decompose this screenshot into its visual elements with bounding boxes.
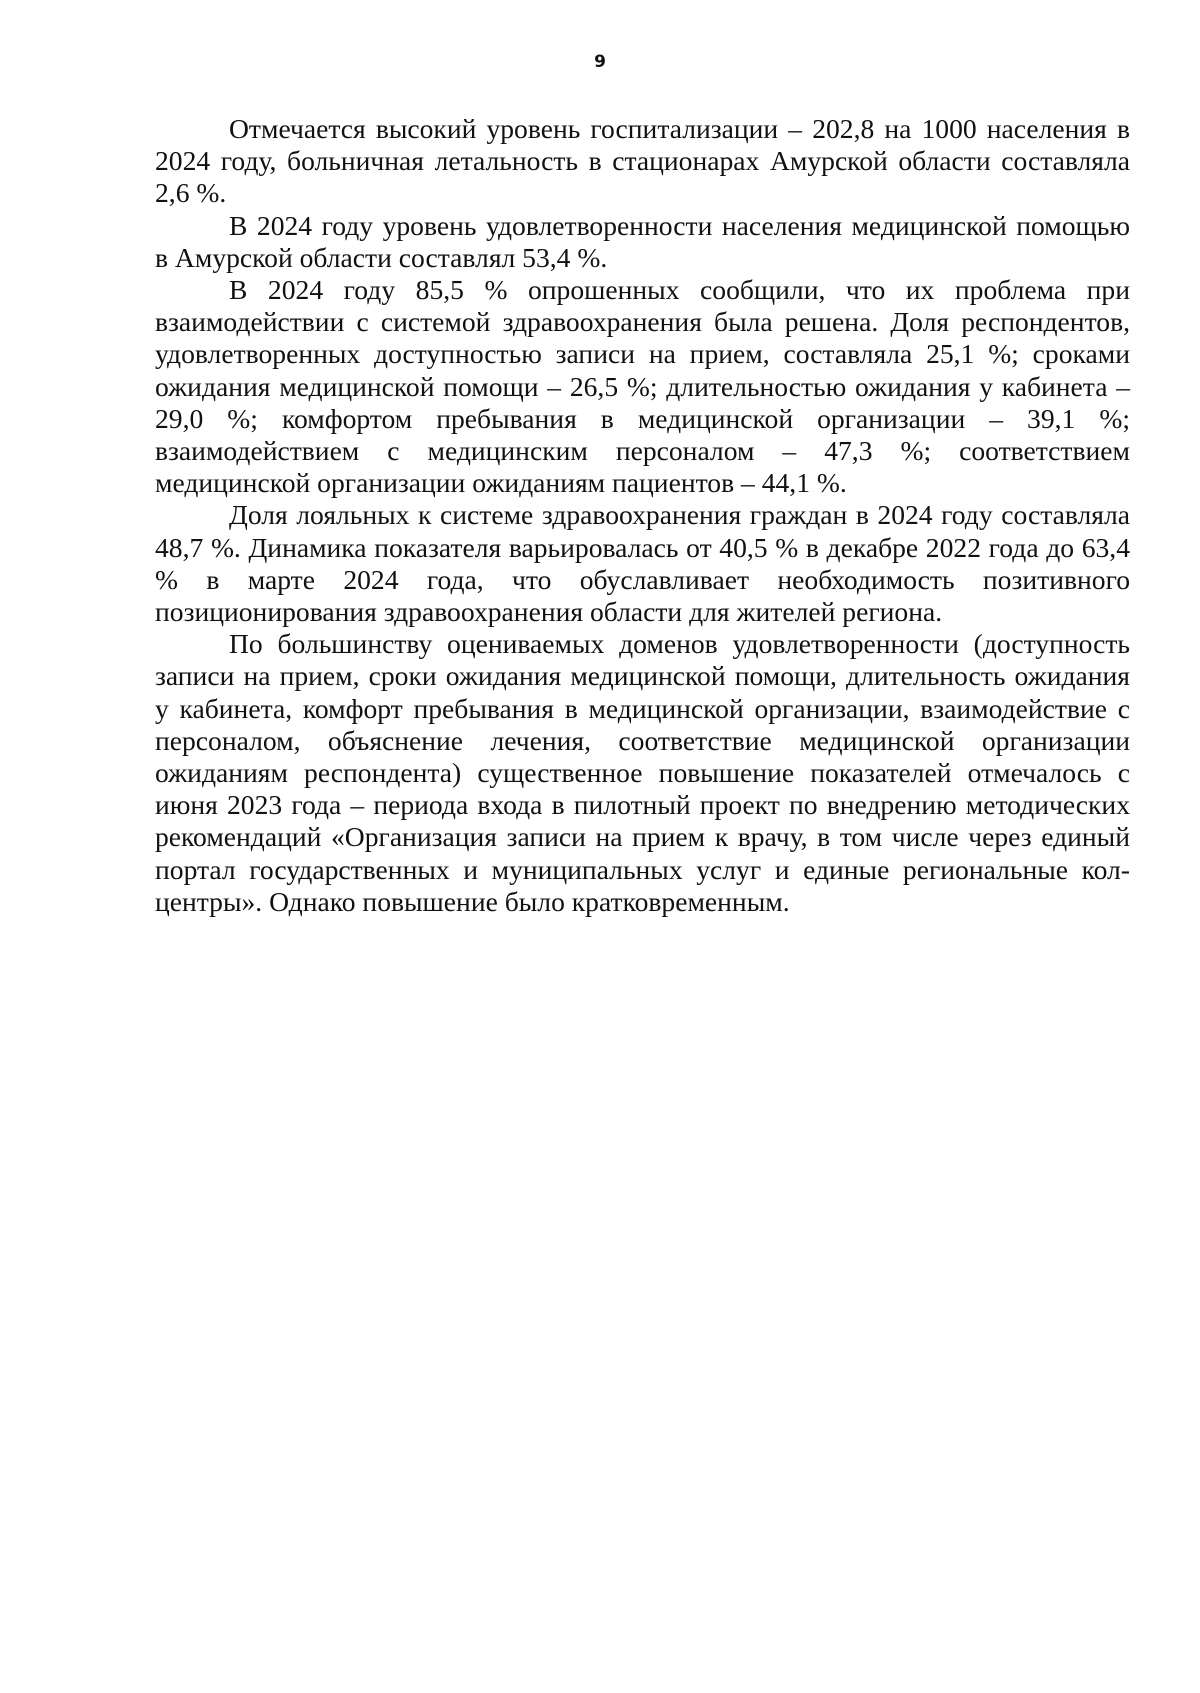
document-body	[155, 113, 1130, 918]
paragraph-loyalty: Доля лояльных к системе здравоохранения граждан в 2024 году составляла 48,7 %. Динамика показателя варьировалась от 40,5 % в декабре 2022 года до 63,4 % в марте 2024 года, что обуславливает необходимость позитивного позиционирования здравоохранения области для жителей региона.	[155, 499, 1130, 628]
paragraph-hospitalization: Отмечается высокий уровень госпитализации – 202,8 на 1000 населения в 2024 году, больничная летальность в стационарах Амурской области составляла 2,6 %.	[155, 113, 1130, 209]
page-number: 9	[594, 52, 606, 72]
paragraph-satisfaction-level: В 2024 году уровень удовлетворенности населения медицинской помощью в Амурской области составлял 53,4 %.	[155, 209, 1130, 273]
paragraph-survey-results: В 2024 году 85,5 % опрошенных сообщили, что их проблема при взаимодействии с системой здравоохранения была решена. Доля респондентов, удовлетворенных доступностью записи на прием, составляла 25,1 %; сроками ожидания медицинской помощи – 26,5 %; длительностью ожидания у кабинета – 29,0 %; комфортом пребывания в медицинской организации – 39,1 %; взаимодействием с медицинским персоналом – 47,3 %; соответствием медицинской организации ожиданиям пациентов – 44,1 %.	[155, 274, 1130, 499]
paragraph-satisfaction-domains: По большинству оцениваемых доменов удовлетворенности (доступность записи на прием, сроки ожидания медицинской помощи, длительность ожидания у кабинета, комфорт пребывания в медицинской организации, взаимодействие с персоналом, объяснение лечения, соответствие медицинской организации ожиданиям респондента) существенное повышение показателей отмечалось с июня 2023 года – периода входа в пилотный проект по внедрению методических рекомендаций «Организация записи на прием к врачу, в том числе через единый портал государственных и муниципальных услуг и единые региональные кол-центры». Однако повышение было кратковременным.	[155, 628, 1130, 917]
